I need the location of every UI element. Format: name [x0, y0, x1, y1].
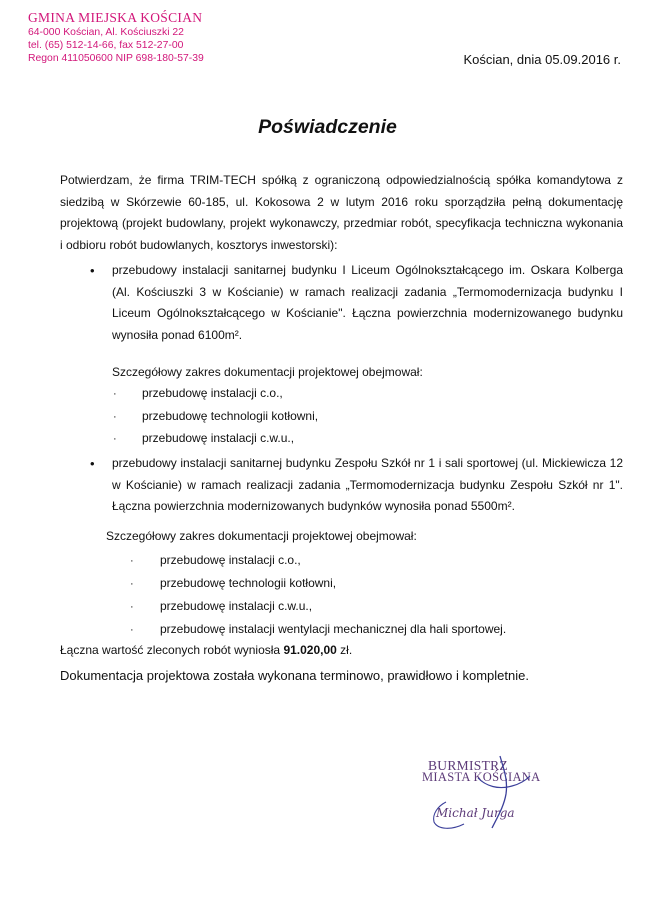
sub-bullet-icon: ·	[130, 601, 134, 613]
closing-paragraph: Dokumentacja projektowa została wykonana terminowo, prawidłowo i kompletnie.	[60, 668, 529, 683]
item-1-scope-2: przebudowę technologii kotłowni,	[142, 409, 319, 423]
bullet-icon: •	[90, 263, 95, 278]
total-prefix: Łączna wartość zleconych robót wyniosła	[60, 643, 284, 657]
item-2-scope-label: Szczegółowy zakres dokumentacji projektowej obejmował:	[106, 529, 417, 543]
sub-bullet-icon: ·	[113, 433, 117, 445]
item-2-scope-4: przebudowę instalacji wentylacji mechanicznej dla hali sportowej.	[160, 622, 507, 636]
total-amount: 91.020,00	[283, 643, 337, 657]
stamp-phone: tel. (65) 512-14-66, fax 512-27-00	[28, 40, 184, 51]
item-2-scope-3: przebudowę instalacji c.w.u.,	[160, 599, 313, 613]
total-suffix: zł.	[336, 643, 353, 657]
item-2-scope-2: przebudowę technologii kotłowni,	[160, 576, 337, 590]
document-title: Poświadczenie	[258, 116, 397, 138]
bullet-icon: •	[90, 456, 95, 471]
stamp-address: 64-000 Kościan, Al. Kościuszki 22	[28, 27, 184, 38]
item-1-scope-3: przebudowę instalacji c.w.u.,	[142, 431, 295, 445]
place-date: Kościan, dnia 05.09.2016 r.	[463, 52, 621, 67]
signature-stamp-line1: BURMISTRZ	[428, 758, 508, 773]
sub-bullet-icon: ·	[130, 555, 134, 567]
item-2-scope-1: przebudowę instalacji c.o.,	[160, 553, 301, 567]
signature-stamp-line2: MIASTA KOŚCIANA	[422, 770, 541, 784]
stamp-title: GMINA MIEJSKA KOŚCIAN	[28, 10, 203, 25]
total-line	[60, 640, 352, 662]
municipality-stamp	[28, 10, 218, 65]
sub-bullet-icon: ·	[113, 411, 117, 423]
item-2-text: przebudowy instalacji sanitarnej budynku Zespołu Szkół nr 1 i sali sportowej (ul. Mickiewicza 12 w Kościanie) w ramach realizacji zadania „Termomodernizacja budynku Zespołu Szkół nr 1". Łączna powierzchnia modernizowanych budynków wynosiła ponad 5500m².	[112, 456, 623, 513]
item-1-scope-1: przebudowę instalacji c.o.,	[142, 386, 283, 400]
stamp-ids: Regon 411050600 NIP 698-180-57-39	[28, 53, 204, 64]
sub-bullet-icon: ·	[130, 578, 134, 590]
sub-bullet-icon: ·	[113, 388, 117, 400]
item-1-scope-label: Szczegółowy zakres dokumentacji projektowej obejmował:	[112, 365, 423, 379]
mayor-signature-stamp	[408, 750, 608, 840]
item-1-text: przebudowy instalacji sanitarnej budynku I Liceum Ogólnokształcącego im. Oskara Kolberga (Al. Kościuszki 3 w Kościanie) w ramach realizacji zadania „Termomodernizacja budynku I Liceum Ogólnokształcącego w Kościanie". Łączna powierzchnia modernizowanego budynku wynosiła ponad 6100m².	[112, 263, 623, 342]
handwritten-signature-icon	[408, 750, 608, 840]
intro-paragraph: Potwierdzam, że firma TRIM-TECH spółką z ograniczoną odpowiedzialnością spółka komandytowa z siedzibą w Skórzewie 60-185, ul. Kokosowa 2 w lutym 2016 roku sporządziła pełną dokumentację projektową (projekt budowlany, projekt wykonawczy, przedmiar robót, specyfikacja techniczna wykonania i odbioru robót budowlanych, kosztorys inwestorski):	[60, 173, 623, 252]
sub-bullet-icon: ·	[130, 624, 134, 636]
signature-name: Michał Jurga	[436, 806, 515, 820]
